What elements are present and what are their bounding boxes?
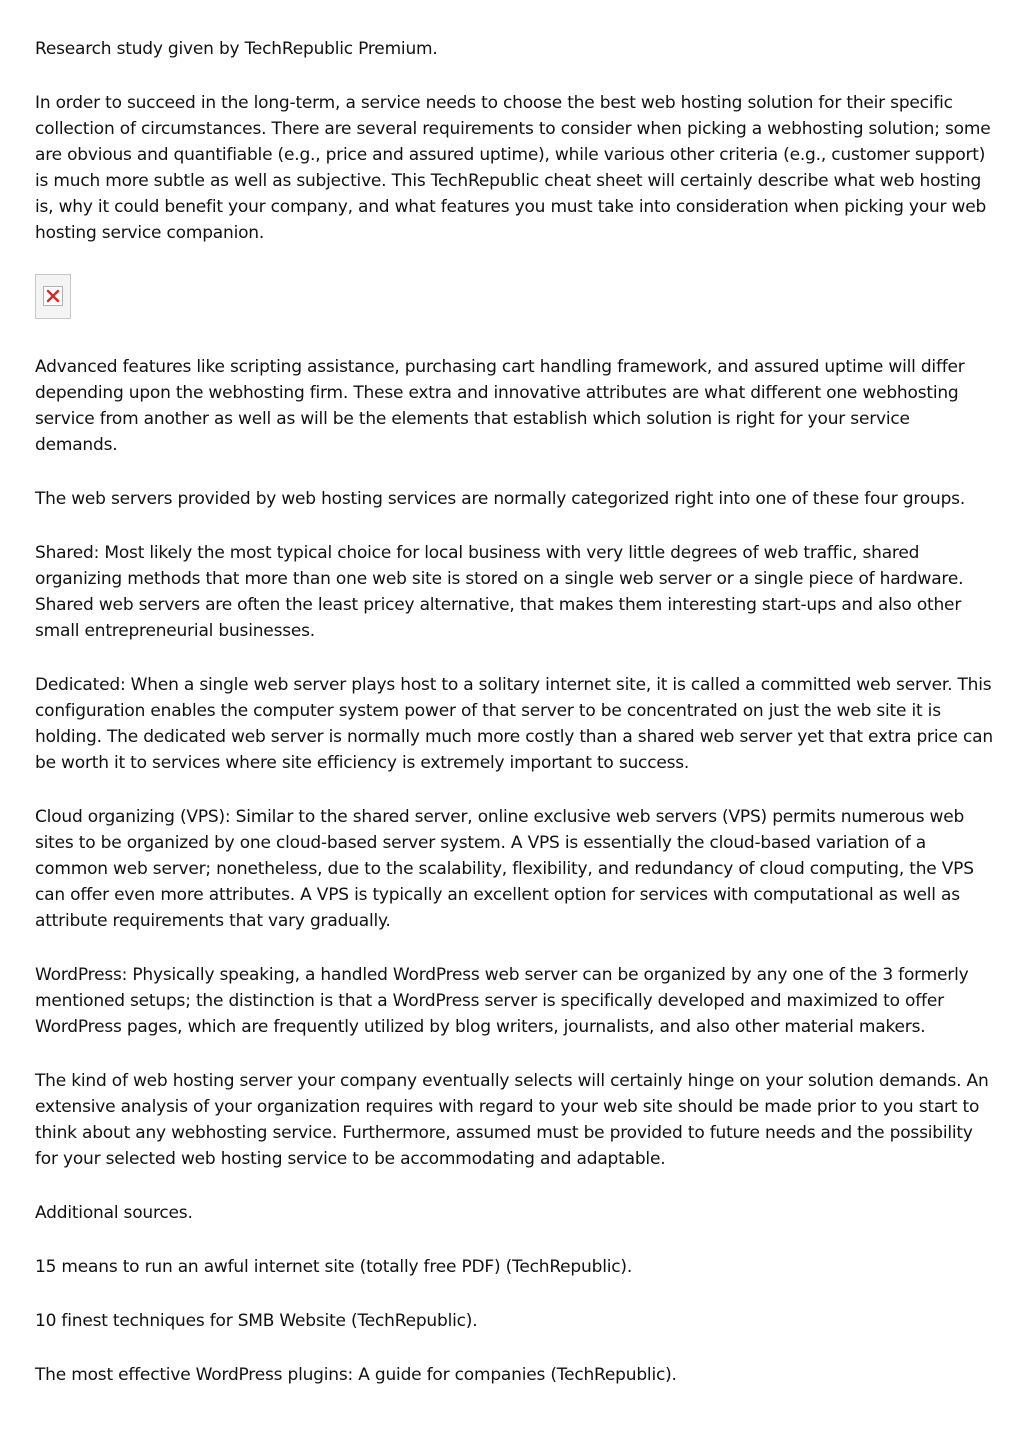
sources-heading: Additional sources. <box>35 1203 193 1223</box>
paragraph-advanced-features: Advanced features like scripting assistance, purchasing cart handling framework, and assured uptime will differ depending upon the webhosting firm. These extra and innovative attributes are what different one webhosting service from another as well as will be the elements that establish which solution is right for your service demands. <box>35 357 965 455</box>
paragraph-cloud: Cloud organizing (VPS): Similar to the shared server, online exclusive web servers (VPS) permits numerous web sites to be organized by one cloud-based server system. A VPS is essentially the cloud-based variation of a common web server; nonetheless, due to the scalability, flexibility, and redundancy of cloud computing, the VPS can offer even more attributes. A VPS is typically an excellent option for services with computational as well as attribute requirements that vary gradually. <box>35 807 974 931</box>
paragraph-server-groups: The web servers provided by web hosting services are normally categorized right into one of these four groups. <box>35 489 966 509</box>
broken-image-placeholder <box>35 274 71 319</box>
paragraph-wordpress: WordPress: Physically speaking, a handled WordPress web server can be organized by any one of the 3 formerly mentioned setups; the distinction is that a WordPress server is specifically developed and maximized to offer WordPress pages, which are frequently utilized by blog writers, journalists, and also other material makers. <box>35 965 969 1037</box>
paragraph-web-hosting-overview: In order to succeed in the long-term, a service needs to choose the best web hosting solution for their specific collection of circumstances. There are several requirements to consider when picking a webhosting solution; some are obvious and quantifiable (e.g., price and assured uptime), while various other criteria (e.g., customer support) is much more subtle as well as subjective. This TechRepublic cheat sheet will certainly describe what web hosting is, why it could benefit your company, and what features you must take into consideration when picking your web hosting service companion. <box>35 93 991 243</box>
paragraph-conclusion: The kind of web hosting server your company eventually selects will certainly hinge on your solution demands. An extensive analysis of your organization requires with regard to your web site should be made prior to you start to think about any webhosting service. Furthermore, assumed must be provided to future needs and the possibility for your selected web hosting service to be accommodating and adaptable. <box>35 1071 989 1169</box>
source-item: The most effective WordPress plugins: A guide for companies (TechRepublic). <box>35 1365 677 1385</box>
paragraph-dedicated: Dedicated: When a single web server plays host to a solitary internet site, it is called a committed web server. This configuration enables the computer system power of that server to be concentrated on just the web site it is holding. The dedicated web server is normally much more costly than a shared web server yet that extra price can be worth it to services where site efficiency is extremely important to success. <box>35 675 993 773</box>
intro-text: Research study given by TechRepublic Premium. <box>35 39 438 59</box>
article-body <box>35 36 995 1416</box>
source-item: 10 finest techniques for SMB Website (TechRepublic). <box>35 1311 478 1331</box>
source-item: 15 means to run an awful internet site (totally free PDF) (TechRepublic). <box>35 1257 633 1277</box>
paragraph-shared: Shared: Most likely the most typical choice for local business with very little degrees of web traffic, shared organizing methods that more than one web site is stored on a single web server or a single piece of hardware. Shared web servers are often the least pricey alternative, that makes them interesting start-ups and also other small entrepreneurial businesses. <box>35 543 964 641</box>
broken-image-icon <box>43 286 63 306</box>
